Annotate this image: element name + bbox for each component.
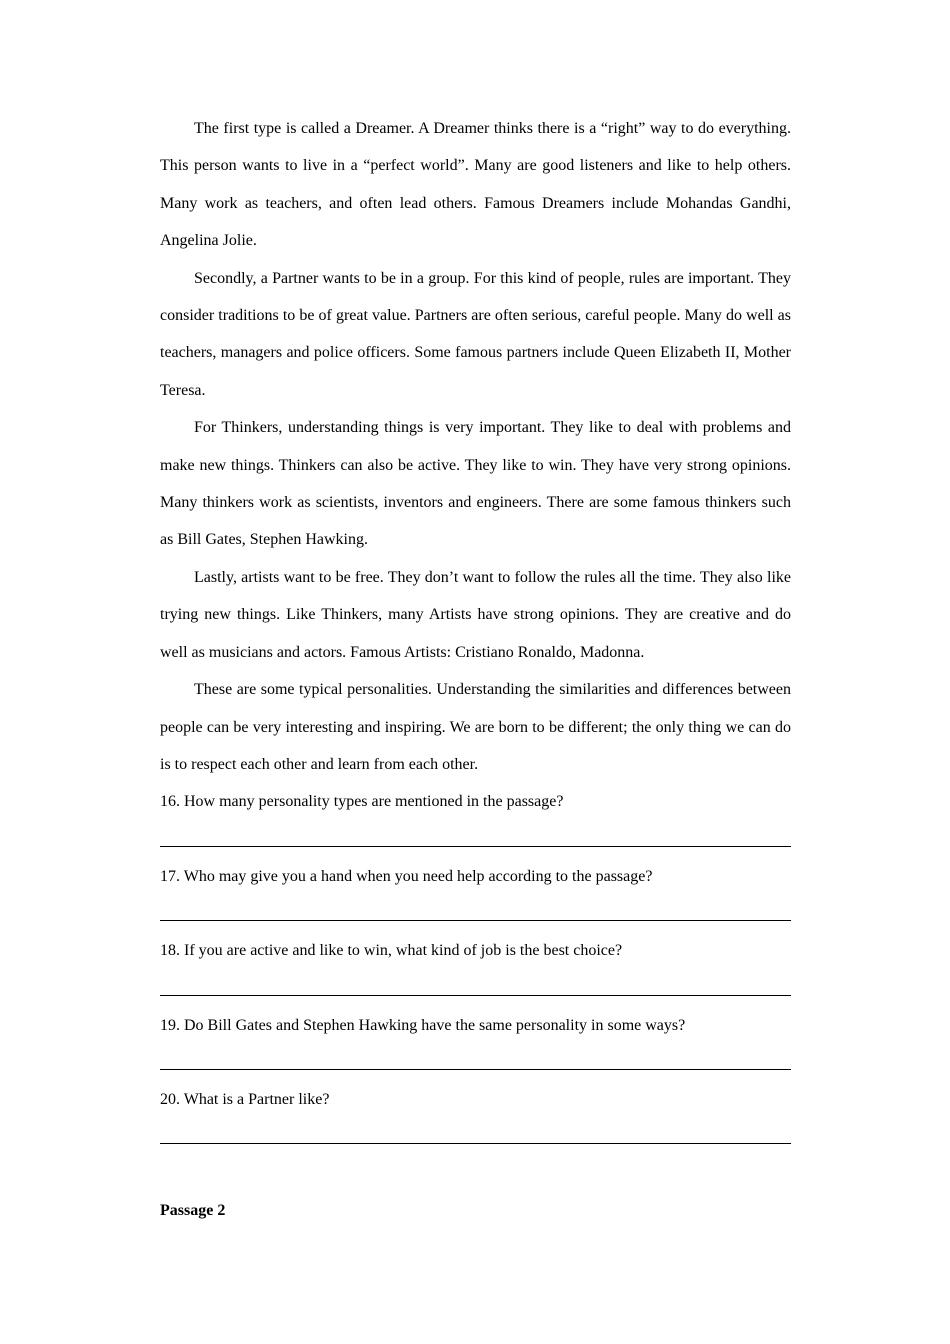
answer-line[interactable] (160, 1069, 791, 1070)
question-list (160, 783, 791, 1144)
answer-line[interactable] (160, 995, 791, 996)
answer-line[interactable] (160, 1143, 791, 1144)
paragraph-thinker: For Thinkers, understanding things is very important. They like to deal with problems and make new things. Thinkers can also be active. They like to win. They have very strong opinions. Many thinkers work as scientists, inventors and engineers. There are some famous thinkers such as Bill Gates, Stephen Hawking. (160, 419, 791, 549)
question-text: 17. Who may give you a hand when you need help according to the passage? (160, 867, 653, 885)
paragraph-conclusion: These are some typical personalities. Understanding the similarities and differences between people can be very interesting and inspiring. We are born to be different; the only thing we can do is to respect each other and learn from each other. (160, 681, 791, 773)
question-item (160, 783, 791, 846)
question-text: 16. How many personality types are mentioned in the passage? (160, 793, 564, 811)
question-text: 18. If you are active and like to win, what kind of job is the best choice? (160, 942, 623, 960)
answer-line[interactable] (160, 920, 791, 921)
paragraph-partner: Secondly, a Partner wants to be in a group. For this kind of people, rules are important. They consider traditions to be of great value. Partners are often serious, careful people. Many do well as teachers, managers and police officers. Some famous partners include Queen Elizabeth II, Mother Teresa. (160, 269, 791, 399)
question-text: 20. What is a Partner like? (160, 1090, 330, 1108)
question-item (160, 932, 791, 995)
question-text: 19. Do Bill Gates and Stephen Hawking have the same personality in some ways? (160, 1016, 686, 1034)
document-body (160, 110, 791, 1155)
paragraph-dreamer: The first type is called a Dreamer. A Dreamer thinks there is a “right” way to do everything. This person wants to live in a “perfect world”. Many are good listeners and like to help others. Many work as teachers, and often lead others. Famous Dreamers include Mohandas Gandhi, Angelina Jolie. (160, 120, 791, 250)
paragraph-artist: Lastly, artists want to be free. They don’t want to follow the rules all the time. They also like trying new things. Like Thinkers, many Artists have strong opinions. They are creative and do well as musicians and actors. Famous Artists: Cristiano Ronaldo, Madonna. (160, 568, 791, 661)
question-item (160, 1007, 791, 1070)
question-item (160, 858, 791, 921)
passage-2-heading: Passage 2 (160, 1202, 226, 1219)
question-item (160, 1081, 791, 1144)
answer-line[interactable] (160, 846, 791, 847)
